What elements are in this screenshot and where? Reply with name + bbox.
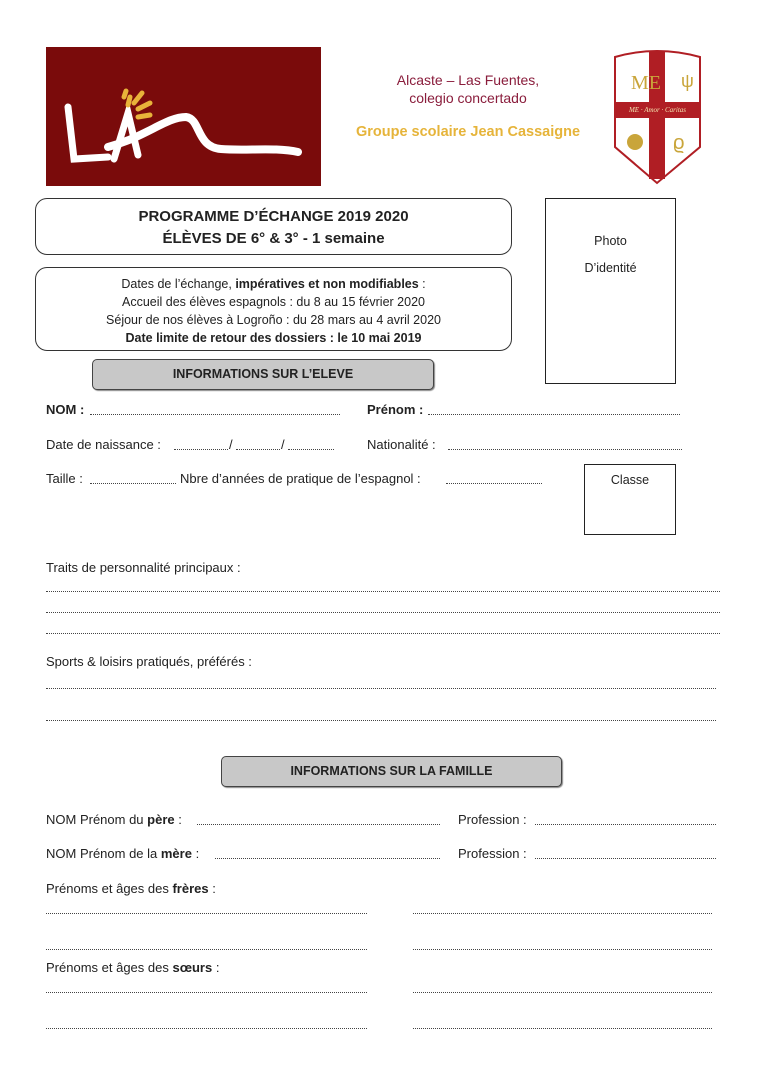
years-spanish-field[interactable]	[446, 483, 542, 484]
mother-label	[46, 846, 199, 861]
svg-text:ψ: ψ	[681, 71, 694, 91]
program-title-box	[35, 198, 512, 255]
nom-label: NOM :	[46, 402, 85, 417]
birth-separator: /	[229, 437, 233, 452]
height-field[interactable]	[90, 483, 176, 484]
brothers-line[interactable]	[46, 913, 367, 914]
group-name: Groupe scolaire Jean Cassaigne	[355, 124, 581, 140]
school-name	[330, 71, 606, 107]
traits-line[interactable]	[46, 612, 720, 613]
traits-label: Traits de personnalité principaux :	[46, 560, 241, 575]
family-section-heading: INFORMATIONS SUR LA FAMILLE	[221, 756, 562, 787]
dates-deadline: Date limite de retour des dossiers : le 10 mai 2019	[125, 331, 422, 345]
mother-profession-field[interactable]	[535, 858, 716, 859]
logo-graphic	[46, 47, 321, 186]
sports-label: Sports & loisirs pratiqués, préférés :	[46, 654, 252, 669]
sisters-label-bold: sœurs	[172, 960, 213, 975]
brothers-label-colon: :	[208, 881, 216, 896]
brothers-label-bold: frères	[172, 881, 209, 896]
dates-intro-text: Dates de l’échange,	[121, 277, 236, 291]
father-label-colon: :	[174, 812, 182, 827]
birth-month-field[interactable]	[236, 449, 280, 450]
program-title: PROGRAMME D’ÉCHANGE 2019 2020	[138, 208, 409, 225]
father-label-bold: père	[147, 812, 175, 827]
father-label-text: NOM Prénom du	[46, 812, 148, 827]
photo-box[interactable]	[545, 198, 676, 384]
nationality-field[interactable]	[448, 449, 682, 450]
brothers-label-text: Prénoms et âges des	[46, 881, 173, 896]
school-logo	[46, 47, 321, 186]
mother-name-field[interactable]	[215, 858, 440, 859]
dates-emphasis: impératives et non modifiables	[235, 277, 419, 291]
traits-line[interactable]	[46, 633, 720, 634]
birth-day-field[interactable]	[174, 449, 228, 450]
brothers-label	[46, 881, 216, 896]
sports-line[interactable]	[46, 720, 716, 721]
brothers-line[interactable]	[413, 949, 712, 950]
prenom-label: Prénom :	[367, 402, 424, 417]
program-subtitle: ÉLÈVES DE 6° & 3° - 1 semaine	[162, 230, 385, 247]
height-label: Taille :	[46, 471, 83, 486]
father-name-field[interactable]	[197, 824, 440, 825]
father-profession-label: Profession :	[458, 812, 527, 827]
photo-label: Photo	[594, 234, 627, 248]
photo-label-2: D’identité	[584, 261, 637, 275]
nationality-label: Nationalité :	[367, 437, 436, 452]
class-label: Classe	[610, 473, 650, 487]
mother-label-text: NOM Prénom de la	[46, 846, 161, 861]
sisters-line[interactable]	[413, 992, 712, 993]
dates-welcome: Accueil des élèves espagnols : du 8 au 15 février 2020	[122, 295, 425, 309]
crest-motto: ME · Amor · Caritas	[628, 106, 687, 114]
brothers-line[interactable]	[46, 949, 367, 950]
exchange-dates-box	[35, 267, 512, 351]
nom-field[interactable]	[90, 414, 340, 415]
school-name-line1: Alcaste – Las Fuentes,	[396, 72, 540, 88]
sports-line[interactable]	[46, 688, 716, 689]
sisters-line[interactable]	[46, 1028, 367, 1029]
mother-profession-label: Profession :	[458, 846, 527, 861]
class-box[interactable]	[584, 464, 676, 535]
svg-text:ϱ: ϱ	[673, 132, 685, 154]
sisters-label-colon: :	[212, 960, 220, 975]
years-spanish-label: Nbre d’années de pratique de l’espagnol :	[180, 471, 421, 486]
svg-text:ME: ME	[631, 72, 661, 94]
dates-intro	[36, 275, 511, 293]
school-name-line2: colegio concertado	[409, 90, 527, 106]
prenom-field[interactable]	[428, 414, 680, 415]
brothers-line[interactable]	[413, 913, 712, 914]
mother-label-colon: :	[191, 846, 200, 861]
sisters-label	[46, 960, 219, 975]
school-crest	[611, 47, 704, 186]
father-profession-field[interactable]	[535, 824, 716, 825]
birth-date-label: Date de naissance :	[46, 437, 161, 452]
crest-graphic	[611, 47, 704, 186]
sisters-line[interactable]	[46, 992, 367, 993]
birth-separator: /	[281, 437, 285, 452]
dates-colon: :	[418, 277, 426, 291]
mother-label-bold: mère	[160, 846, 192, 861]
sisters-label-text: Prénoms et âges des	[46, 960, 173, 975]
father-label	[46, 812, 182, 827]
sisters-line[interactable]	[413, 1028, 712, 1029]
traits-line[interactable]	[46, 591, 720, 592]
birth-year-field[interactable]	[288, 449, 334, 450]
dates-stay: Séjour de nos élèves à Logroño : du 28 mars au 4 avril 2020	[106, 313, 441, 327]
student-section-heading: INFORMATIONS SUR L’ELEVE	[92, 359, 434, 390]
